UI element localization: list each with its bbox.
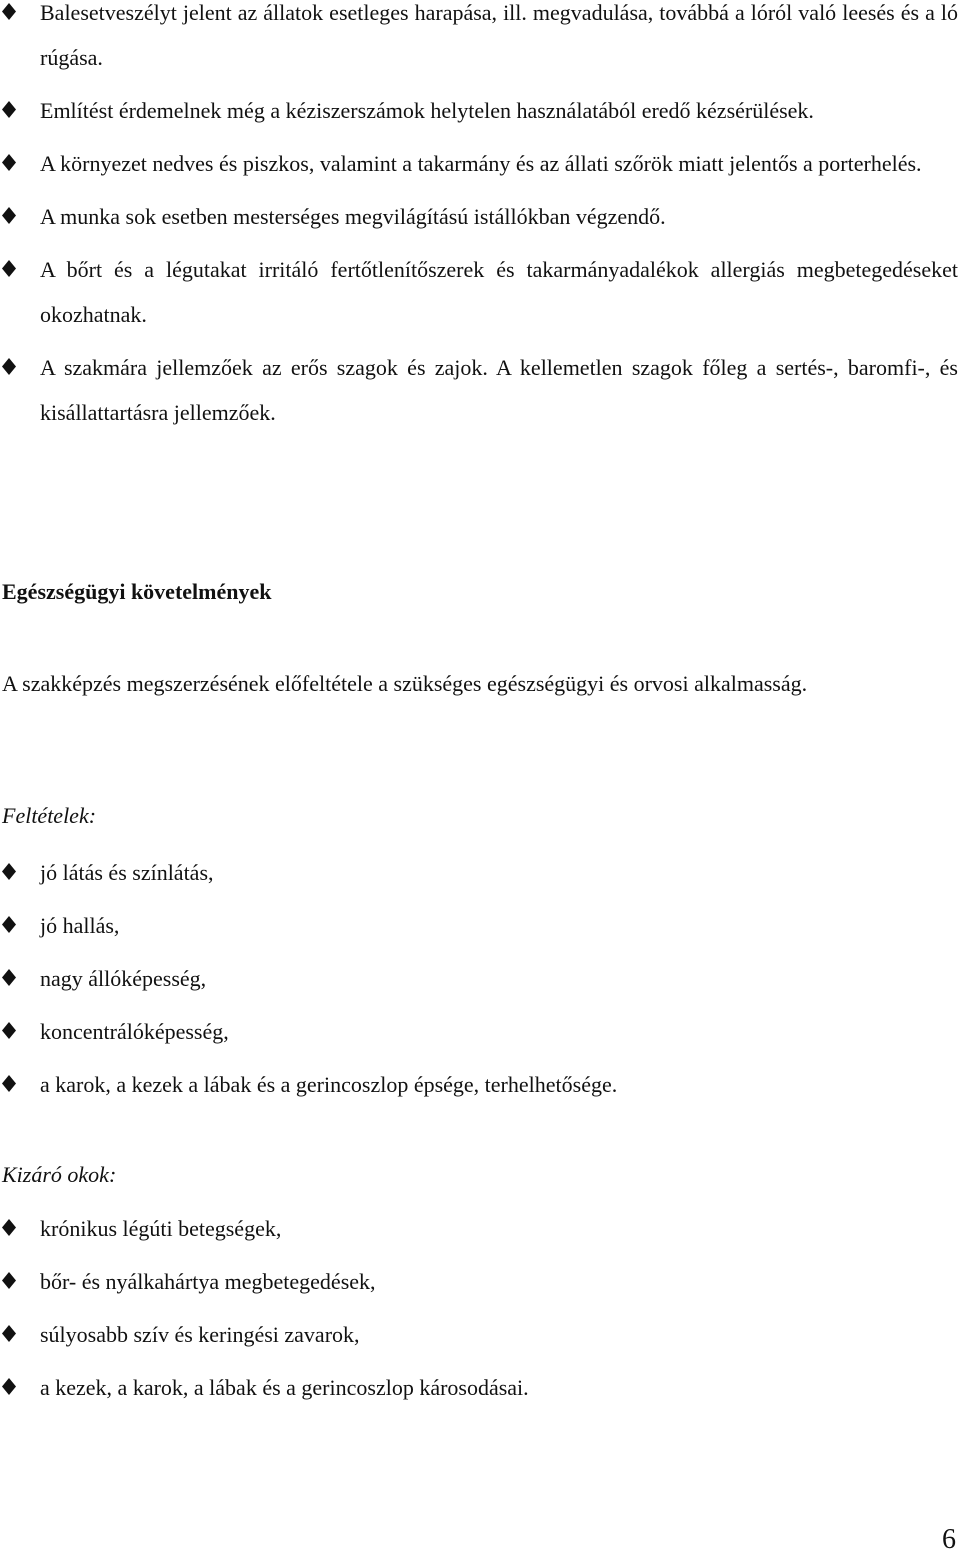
diamond-bullet-icon — [2, 863, 16, 880]
diamond-bullet-icon — [2, 969, 16, 986]
diamond-bullet-icon — [2, 154, 16, 171]
list-item — [0, 1312, 958, 1357]
list-item-text: bőr- és nyálkahártya megbetegedések, — [40, 1269, 376, 1294]
diamond-bullet-icon — [2, 1272, 16, 1289]
diamond-bullet-icon — [2, 207, 16, 224]
list-item — [0, 141, 958, 186]
page-number: 6 — [942, 1524, 956, 1555]
list-item-text: A környezet nedves és piszkos, valamint a takarmány és az állati szőrök miatt jelentős a porterhelés. — [40, 151, 922, 176]
diamond-bullet-icon — [2, 916, 16, 933]
list-item — [0, 1259, 958, 1304]
list-item-text: a karok, a kezek a lábak és a gerincoszlop épsége, terhelhetősége. — [40, 1072, 618, 1097]
list-item-text: A munka sok esetben mesterséges megvilágítású istállókban végzendő. — [40, 204, 666, 229]
diamond-bullet-icon — [2, 1022, 16, 1039]
diamond-bullet-icon — [2, 1219, 16, 1236]
list-item — [0, 247, 958, 337]
list-item-text: a kezek, a karok, a lábak és a gerincoszlop károsodásai. — [40, 1375, 529, 1400]
list-item-text: koncentrálóképesség, — [40, 1019, 229, 1044]
diamond-bullet-icon — [2, 358, 16, 375]
list-item — [0, 850, 958, 895]
list-item-text: Említést érdemelnek még a kéziszerszámok helytelen használatából eredő kézsérülések. — [40, 98, 814, 123]
diamond-bullet-icon — [2, 260, 16, 277]
hazards-list — [0, 0, 958, 443]
section-heading: Egészségügyi követelmények — [2, 579, 272, 604]
list-item-text: nagy állóképesség, — [40, 966, 207, 991]
list-item-text: Balesetveszélyt jelent az állatok esetleges harapása, ill. megvadulása, továbbá a lóról való leesés és a ló rúgása. — [40, 0, 958, 70]
list-item — [0, 88, 958, 133]
conditions-heading: Feltételek: — [2, 803, 97, 828]
list-item-text: krónikus légúti betegségek, — [40, 1216, 282, 1241]
list-item — [0, 194, 958, 239]
list-item — [0, 1009, 958, 1054]
list-item — [0, 1062, 958, 1107]
list-item — [0, 1365, 958, 1410]
list-item — [0, 345, 958, 435]
diamond-bullet-icon — [2, 3, 16, 20]
list-item-text: A szakmára jellemzőek az erős szagok és zajok. A kellemetlen szagok főleg a sertés-, baromfi-, és kisállattartásra jellemzőek. — [40, 355, 958, 425]
list-item — [0, 956, 958, 1001]
diamond-bullet-icon — [2, 1378, 16, 1395]
list-item-text: A bőrt és a légutakat irritáló fertőtlenítőszerek és takarmányadalékok allergiás megbetegedéseket okozhatnak. — [40, 257, 958, 327]
diamond-bullet-icon — [2, 101, 16, 118]
list-item — [0, 0, 958, 80]
list-item-text: súlyosabb szív és keringési zavarok, — [40, 1322, 360, 1347]
diamond-bullet-icon — [2, 1325, 16, 1342]
exclusions-list — [0, 1206, 958, 1418]
list-item-text: jó hallás, — [40, 913, 120, 938]
list-item — [0, 903, 958, 948]
list-item — [0, 1206, 958, 1251]
list-item-text: jó látás és színlátás, — [40, 860, 214, 885]
body-paragraph: A szakképzés megszerzésének előfeltétele a szükséges egészségügyi és orvosi alkalmasság. — [2, 671, 808, 696]
conditions-list — [0, 850, 958, 1115]
diamond-bullet-icon — [2, 1075, 16, 1092]
exclusions-heading: Kizáró okok: — [2, 1162, 117, 1187]
